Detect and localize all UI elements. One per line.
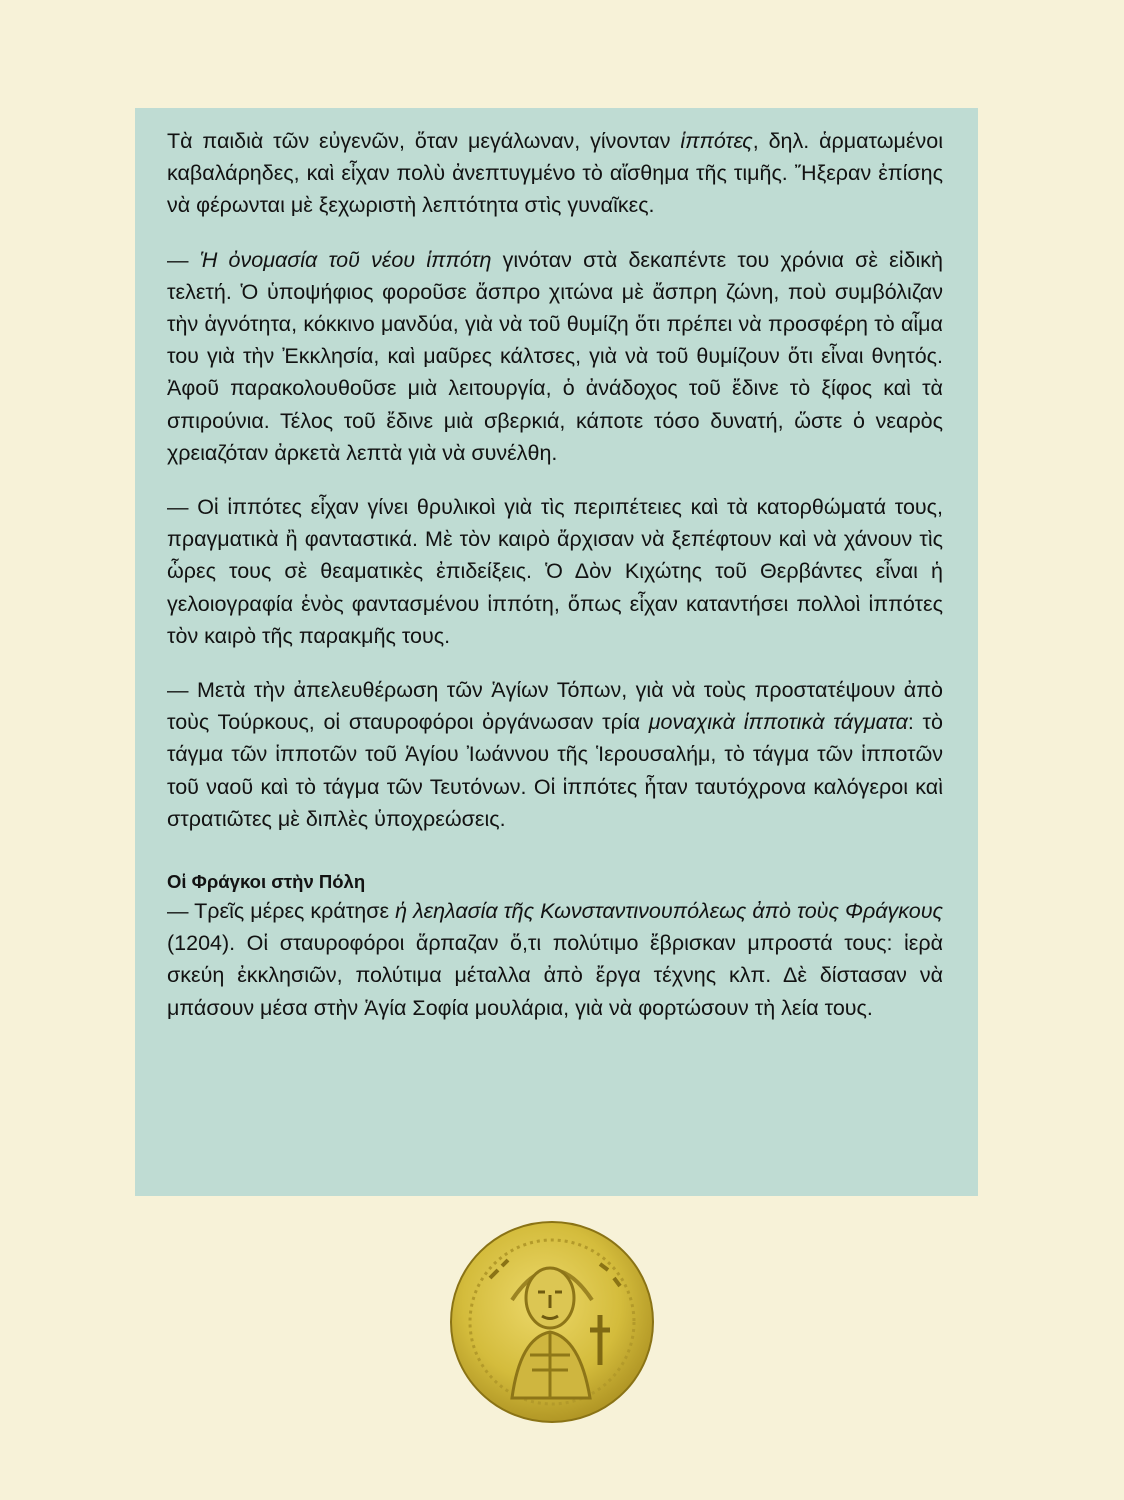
main-text [167, 125, 943, 1024]
section-heading: Οἱ Φράγκοι στὴν Πόλη [167, 871, 366, 893]
paragraph-sack-of-constantinople: — Τρεῖς μέρες κράτησε ἡ λεηλασία τῆς Κωνσταντινουπόλεως ἀπὸ τοὺς Φράγκους (1204). Οἱ σταυροφόροι ἅρπαζαν ὅ,τι πολύτιμο ἔβρισκαν μπροστά τους: ἱερὰ σκεύη ἐκκλησιῶν, πολύτιμα μέταλλα ἀπὸ ἔργα τέχνης κλπ. Δὲ δίστασαν νὰ μπάσουν μέσα στὴν Ἁγία Σοφία μουλάρια, γιὰ νὰ φορτώσουν τὴ λεία τους. [167, 899, 943, 1020]
byzantine-gold-coin-icon [450, 1220, 655, 1425]
paragraph-knights-intro: Τὰ παιδιὰ τῶν εὐγενῶν, ὅταν μεγάλωναν, γίνονταν ἱππότες, δηλ. ἁρματωμένοι καβαλάρηδες, καὶ εἶχαν πολὺ ἀνεπτυγμένο τὸ αἴσθημα τῆς τιμῆς. Ἤξεραν ἐπίσης νὰ φέρωνται μὲ ξεχωριστὴ λεπτότητα στὶς γυναῖκες. [167, 129, 943, 218]
paragraph-military-orders: — Μετὰ τὴν ἀπελευθέρωση τῶν Ἁγίων Τόπων, γιὰ νὰ τοὺς προστατέψουν ἀπὸ τοὺς Τούρκους, οἱ σταυροφόροι ὀργάνωσαν τρία μοναχικὰ ἱπποτικὰ τάγματα: τὸ τάγμα τῶν ἱπποτῶν τοῦ Ἁγίου Ἰωάννου τῆς Ἱερουσαλήμ, τὸ τάγμα τῶν ἱπποτῶν τοῦ ναοῦ καὶ τὸ τάγμα τῶν Τευτόνων. Οἱ ἱππότες ἦταν ταυτόχρονα καλόγεροι καὶ στρατιῶτες μὲ διπλὲς ὑποχρεώσεις. [167, 678, 943, 831]
paragraph-knights-legend: — Οἱ ἱππότες εἶχαν γίνει θρυλικοὶ γιὰ τὶς περιπέτειες καὶ τὰ κατορθώματά τους, πραγματικὰ ἢ φανταστικά. Μὲ τὸν καιρὸ ἄρχισαν νὰ ξεπέφτουν καὶ νὰ χάνουν τὶς ὧρες τους σὲ θεαματικὲς ἐπιδείξεις. Ὁ Δὸν Κιχώτης τοῦ Θερβάντες εἶναι ἡ γελοιογραφία ἑνὸς φαντασμένου ἱππότη, ὅπως εἶχαν καταντήσει πολλοὶ ἱππότες τὸν καιρὸ τῆς παρακμῆς τους. [167, 495, 943, 648]
paragraph-knighting-ceremony: — Ἡ ὀνομασία τοῦ νέου ἱππότη γινόταν στὰ δεκαπέντε του χρόνια σὲ εἰδικὴ τελετή. Ὁ ὑποψήφιος φοροῦσε ἄσπρο χιτώνα μὲ ἄσπρη ζώνη, ποὺ συμβόλιζαν τὴν ἁγνότητα, κόκκινο μανδύα, γιὰ νὰ τοῦ θυμίζη ὅτι πρέπει νὰ προσφέρη τὸ αἷμα του γιὰ τὴν Ἐκκλησία, καὶ μαῦρες κάλτσες, γιὰ νὰ τοῦ θυμίζουν ὅτι εἶναι θνητός. Ἀφοῦ παρακολουθοῦσε μιὰ λειτουργία, ὁ ἀνάδοχος τοῦ ἔδινε τὸ ξίφος καὶ τὰ σπιρούνια. Τέλος τοῦ ἔδινε μιὰ σβερκιά, κάποτε τόσο δυνατή, ὥστε ὁ νεαρὸς χρειαζόταν ἀρκετὰ λεπτὰ γιὰ νὰ συνέλθη. [167, 247, 943, 465]
